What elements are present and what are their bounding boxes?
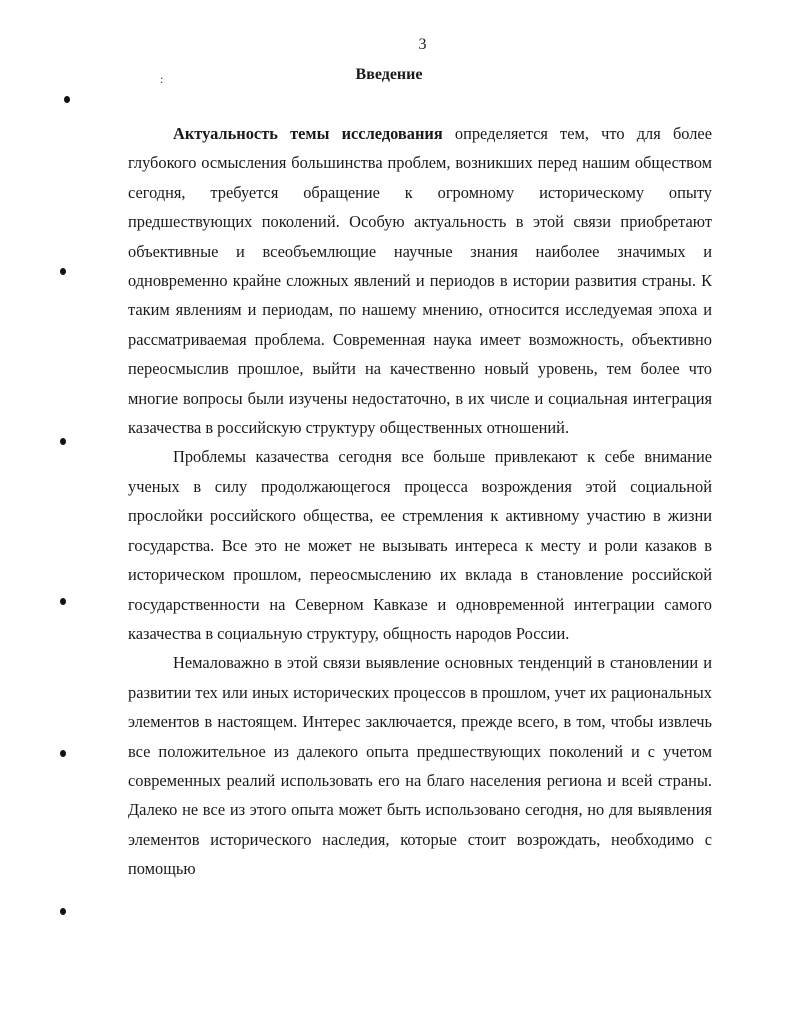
scan-speck: : — [160, 72, 164, 86]
body-text — [128, 119, 712, 884]
paragraph-2-text: Проблемы казачества сегодня все больше привлекают к себе внимание ученых в силу продолжающегося процесса возрождения этой социальной прослойки российского общества, ее стремления к активному участию в жизни государства. Все это не может не вызывать интереса к месту и роли казаков в историческом прошлом, переосмыслению их вклада в становление российской государственности на Северном Кавказе и одновременной интеграции самого казачества в социальную структуру, общность народов России. — [128, 447, 712, 643]
paragraph-3-text: Немаловажно в этой связи выявление основных тенденций в становлении и развитии тех или иных исторических процессов в прошлом, учет их рациональных элементов в настоящем. Интерес заключается, прежде всего, в том, чтобы извлечь все положительное из далекого опыта предшествующих поколений и с учетом современных реалий использовать его на благо населения региона и всей страны. Далеко не все из этого опыта может быть использовано сегодня, но для выявления элементов исторического наследия, которые стоит возрождать, необходимо с помощью — [128, 653, 712, 879]
paragraph-1-text: определяется тем, что для более глубокого осмысления большинства проблем, возникших перед нашим обществом сегодня, требуется обращение к огромному историческому опыту предшествующих поколений. Особую актуальность в этой связи приобретают объективные и всеобъемлющие научные знания наиболее значимых и одновременно крайне сложных явлений и периодов в истории развития страны. К таким явлениям и периодам, по нашему мнению, относится исследуемая эпоха и рассматриваемая проблема. Современная наука имеет возможность, объективно переосмыслив прошлое, выйти на качественно новый уровень, тем более что многие вопросы были изучены недостаточно, в их числе и социальная интеграция казачества в российскую структуру общественных отношений. — [128, 124, 712, 438]
binder-hole-mark — [64, 96, 70, 103]
paragraph-2 — [128, 442, 712, 648]
section-heading: Введение — [355, 66, 423, 83]
paragraph-1 — [128, 119, 712, 442]
paragraph-3 — [128, 648, 712, 883]
binder-hole-mark — [60, 750, 66, 757]
page-number: 3 — [418, 36, 427, 53]
paragraph-1-lead: Актуальность темы исследования — [173, 124, 443, 143]
binder-hole-mark — [60, 438, 66, 445]
binder-hole-mark — [60, 268, 66, 275]
binder-hole-mark — [60, 598, 66, 605]
binder-hole-mark — [60, 908, 66, 915]
